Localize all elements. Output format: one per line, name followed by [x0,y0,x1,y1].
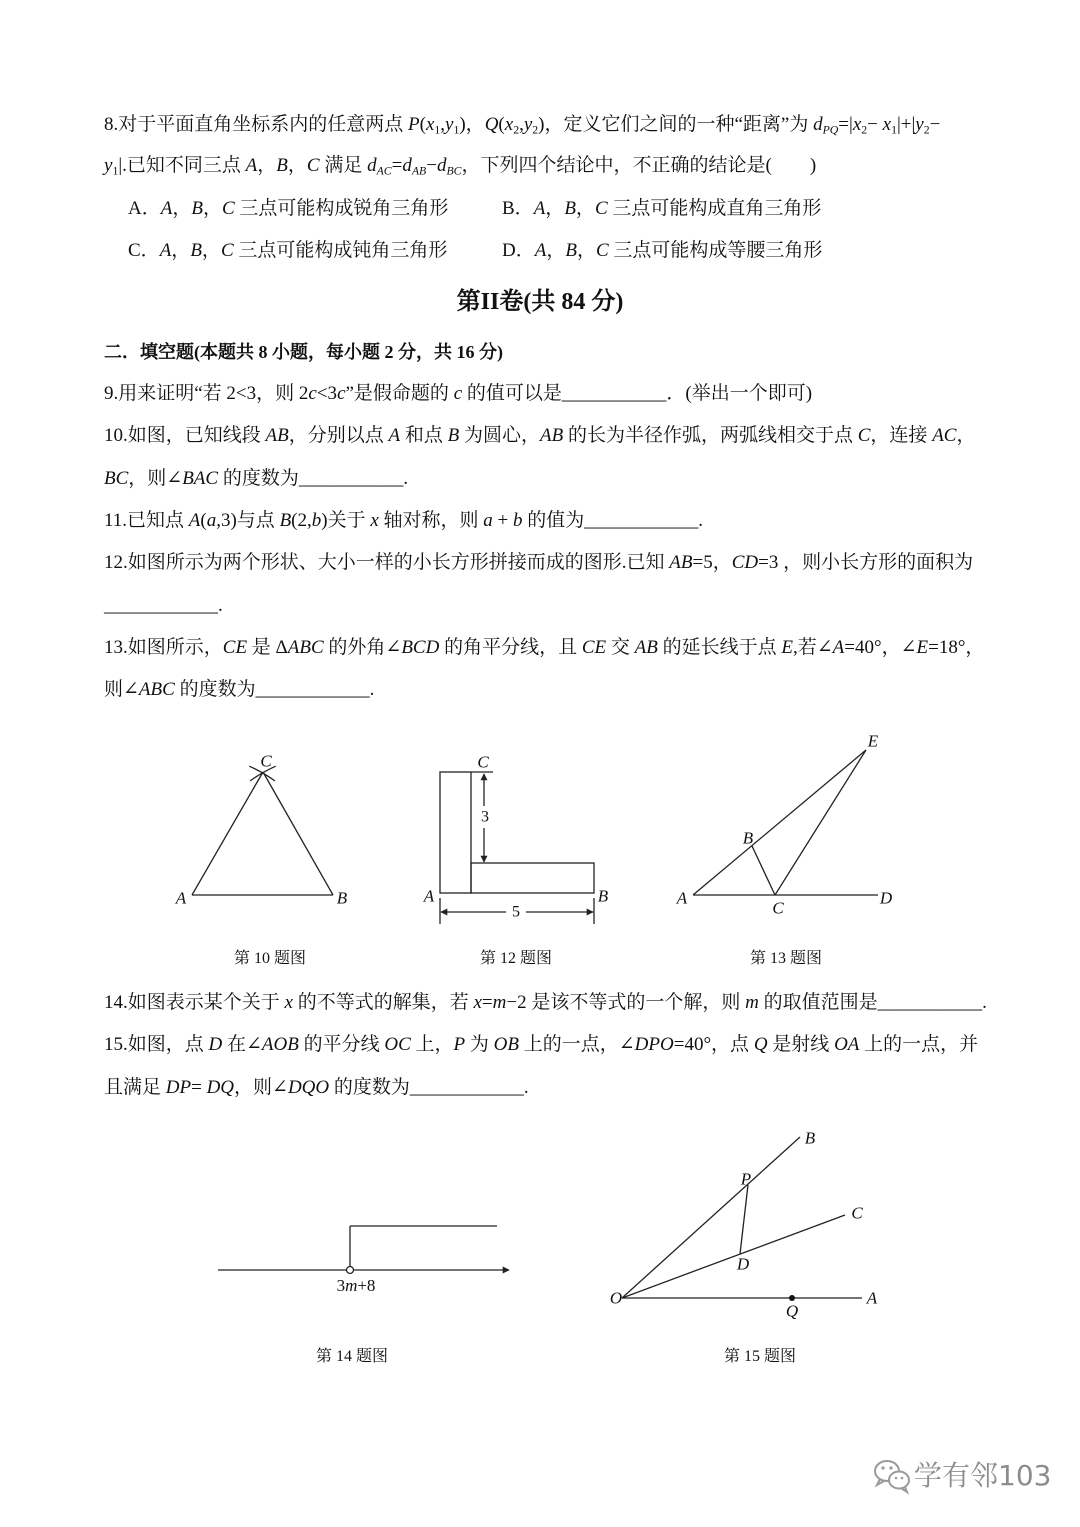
text-run: 的角平分线，且 [439,637,582,658]
text-run: ，下列四个结论中，不正确的结论是( ) [461,155,817,176]
subscript-run: BC [446,164,462,178]
segment-ae [693,750,866,895]
text-run: OB [493,1034,519,1055]
text-run: c [337,383,346,404]
text-run: AB [540,425,564,446]
text-run: DPO [634,1034,674,1055]
text-run: = [391,155,403,176]
figure-14-diagram [218,1226,509,1274]
text-run: AB [634,637,658,658]
point-label-a: A [175,888,187,908]
text-run: d [436,155,447,176]
text-run: y [104,155,113,176]
subscript-run: AC [376,164,392,178]
text-run: 三点可能构成锐角三角形 [234,198,449,219]
text-run: 8.对于平面直角坐标系内的任意两点 [104,114,409,135]
text-run: C [220,240,234,261]
text-run: 的延长线于点 [657,637,782,658]
text-run: − [867,114,883,135]
text-run: DQO [287,1077,330,1098]
text-run: ,若∠ [792,637,833,658]
text-run: 三点可能构成钝角三角形 [233,240,448,261]
point-label-c: C [772,898,784,918]
text-run: ABC [287,637,324,658]
subscript-run: AB [411,164,427,178]
text-run: , [519,114,524,135]
text-run: CE [222,637,248,658]
text-run: ，分别以点 [288,425,389,446]
figure-12-diagram [440,772,594,924]
text-run: 的取值范围是___________. [758,992,987,1013]
text-run: B [447,425,460,446]
text-run: ____________. [104,595,223,616]
text-run: 的度数为____________. [174,679,375,700]
text-run: OA [834,1034,860,1055]
text-run: A [159,240,172,261]
text-run: A [388,425,401,446]
text-run: C [306,155,320,176]
text-run: m [492,992,507,1013]
text-run: 为圆心， [459,425,540,446]
text-run: B [276,155,288,176]
text-run: BC [104,468,129,489]
watermark-text: 学有邻103 [914,1459,1052,1492]
text-run: d [813,114,823,135]
text-run: d [402,155,412,176]
point-label-a: A [866,1288,878,1308]
text-run: 3 [336,1275,346,1295]
text-run: c [453,383,463,404]
text-run: ， [257,155,277,176]
text-run: 为 [465,1034,494,1055]
text-run: 的不等式的解集，若 [292,992,474,1013]
text-run: )， [459,114,485,135]
text-run: 和点 [400,425,448,446]
text-run: x [882,114,892,135]
text-run: 12.如图所示为两个形状、大小一样的小长方形拼接而成的图形.已知 [104,552,670,573]
text-run: = [481,992,493,1013]
text-run: 10.如图，已知线段 [104,425,266,446]
text-run: 上的一点，并 [859,1034,979,1055]
text-run: 上的一点，∠ [519,1034,635,1055]
text-run: A [188,510,201,531]
text-run: ， [575,198,595,219]
text-run: ， [956,425,976,446]
point-label-c: C [477,752,489,772]
text-run: =40°，∠ [844,637,917,658]
figure-12-labels [423,753,609,921]
text-run: 11.已知点 [104,510,189,531]
text-run: m [345,1275,358,1295]
text-run: 是 Δ [247,637,288,658]
text-run: 轴对称，则 [378,510,484,531]
text-run: , [440,114,446,135]
point-label-b: B [336,888,348,908]
text-run: =| [838,114,853,135]
ray-oc [622,1215,845,1298]
text-run: D [208,1034,223,1055]
text-run: CE [581,637,607,658]
figure-14-caption: 第 14 题图 [315,1348,388,1365]
figure-10-diagram [192,766,333,895]
text-run: ，则∠ [234,1077,288,1098]
dimension-label-horizontal: 5 [512,903,520,921]
text-run: P [453,1034,466,1055]
point-label-q: Q [785,1301,799,1321]
text-run: C． [128,240,160,261]
text-run: x [425,114,435,135]
text-run: CD [731,552,759,573]
point-label-c: C [851,1203,863,1223]
text-run: m [745,992,759,1013]
text-run: 三点可能构成直角三角形 [607,198,822,219]
point-label-e: E [867,731,879,751]
subscript-run: PQ [822,123,839,137]
figure-15-caption: 第 15 题图 [723,1348,796,1365]
text-run: a [483,510,493,531]
text-run: B [279,510,292,531]
text-run: A [160,198,173,219]
text-run: Q [753,1034,768,1055]
text-run: x [504,114,514,135]
text-run: x [852,114,862,135]
segment-ce [775,750,866,895]
text-run: a [206,510,217,531]
point-label-a: A [423,886,435,906]
text-run: |+| [896,114,916,135]
text-run: A． [128,198,161,219]
text-run: )，定义它们之间的一种“距离”为 [538,114,814,135]
subscript-run: 2 [923,123,930,137]
text-run: 的度数为___________. [218,468,409,489]
subscript-run: 2 [861,123,868,137]
text-run: = [191,1077,207,1098]
text-run: A [534,240,547,261]
text-run: ， [172,198,192,219]
open-endpoint [347,1267,354,1274]
text-run: 9.用来证明“若 2<3，则 2 [104,383,309,404]
text-run: 在∠ [222,1034,262,1055]
text-run: ， [545,198,565,219]
dimension-label-vertical: 3 [481,808,489,826]
text-run: 的平分线 [298,1034,385,1055]
subscript-run: 1 [112,164,119,178]
text-run: A [533,198,546,219]
point-label-o: O [609,1288,623,1308]
point-q-dot [789,1295,795,1301]
text-run: C [594,198,608,219]
text-run: + [492,510,513,531]
text-run: D． [502,240,535,261]
text-run: (2, [291,510,312,531]
text-run: B [564,198,576,219]
point-label-b: B [742,828,754,848]
ray-ob [622,1137,800,1298]
text-run: b [513,510,523,531]
text-run: x [370,510,379,531]
point-label-d: D [736,1254,750,1274]
text-run: B [190,240,202,261]
point-label-a: A [676,888,688,908]
subscript-run: 1 [434,123,441,137]
text-run: ( [419,114,426,135]
subscript-run: 2 [532,123,539,137]
text-run: ( [498,114,505,135]
vertical-rectangle [440,772,471,893]
text-run: C [857,425,871,446]
text-run: ， [546,240,566,261]
text-run: b [311,510,322,531]
text-run: ，连接 [870,425,933,446]
text-run: C [595,240,609,261]
point-label-c: C [260,751,272,771]
text-run: c [308,383,317,404]
text-run: ( [200,510,207,531]
text-run: ABC [138,679,175,700]
text-run: 是射线 [767,1034,835,1055]
text-run: OC [384,1034,411,1055]
text-run: BAC [182,468,219,489]
text-run: AB [669,552,693,573]
text-run: B [565,240,577,261]
wechat-icon [875,1461,909,1492]
text-run: ， [171,240,191,261]
text-run: x [473,992,482,1013]
text-run: 的度数为____________. [329,1077,529,1098]
text-run: ， [202,198,222,219]
segment-bc [263,772,333,895]
text-run: 则∠ [104,679,139,700]
text-run: 的长为半径作弧，两弧线相交于点 [563,425,858,446]
text-run: −2 是该不等式的一个解，则 [506,992,746,1013]
figure-13-caption: 第 13 题图 [749,950,822,967]
text-run: 的外角∠ [323,637,402,658]
text-run: 交 [606,637,635,658]
text-run: d [367,155,377,176]
text-run: A [832,637,845,658]
text-run: DP [165,1077,192,1098]
text-run: |.已知不同三点 [118,155,246,176]
text-run: ,3)与点 [216,510,280,531]
text-run: 且满足 [104,1077,166,1098]
figure-12-caption: 第 12 题图 [479,950,552,967]
text-run: 上， [410,1034,454,1055]
text-run: ”是假命题的 [345,383,454,404]
text-run: − [426,155,437,176]
text-run: Q [484,114,499,135]
segment-pd [740,1185,748,1254]
point-label-p: P [740,1169,752,1189]
text-run: AB [265,425,289,446]
text-run: ， [287,155,307,176]
text-run: ， [201,240,221,261]
figure-13-diagram [693,750,878,895]
text-run: =5， [692,552,732,573]
text-run: B [191,198,203,219]
text-run: BCD [401,637,440,658]
text-run: x [284,992,293,1013]
segment-bc [752,846,775,895]
point-label-d: D [879,888,893,908]
subscript-run: 1 [891,123,897,137]
text-run: y [523,114,533,135]
horizontal-rectangle [471,863,594,893]
text-run: y [915,114,924,135]
subscript-run: 2 [513,123,520,137]
figure-15-diagram [622,1137,862,1301]
text-run: − [929,114,941,135]
text-run: C [221,198,235,219]
point-label-b: B [804,1128,816,1148]
figure-10-caption: 第 10 题图 [233,950,306,967]
text-run: AC [932,425,957,446]
point-label-b: B [597,886,609,906]
text-run: 14.如图表示某个关于 [104,992,285,1013]
text-run: 15.如图，点 [104,1034,209,1055]
text-run: =40°，点 [673,1034,754,1055]
text-run: B． [502,198,534,219]
text-run: y [445,114,454,135]
subscript-run: 1 [453,123,460,137]
text-run: 13.如图所示， [104,637,223,658]
text-run: 的值可以是___________．(举出一个即可) [462,383,813,404]
text-run: 的值为____________. [522,510,704,531]
text-run: =18°， [928,637,985,658]
text-run: ，则∠ [128,468,183,489]
text-run: 三点可能构成等腰三角形 [608,240,823,261]
fill-in-section-heading: 二．填空题(本题共 8 小题，每小题 2 分，共 16 分) [104,342,503,362]
text-run: ， [576,240,596,261]
text-run: =3 ，则小长方形的面积为 [758,552,974,573]
text-run: E [916,637,929,658]
segment-ac [192,772,263,895]
part-2-title: 第II卷(共 84 分) [456,289,624,315]
text-run: <3 [316,383,338,404]
text-run: )关于 [321,510,371,531]
endpoint-label [337,1276,376,1295]
text-run: P [408,114,420,135]
text-run: 满足 [319,155,368,176]
text-run: E [781,637,793,658]
text-run: +8 [357,1275,376,1295]
text-run: A [245,155,258,176]
text-run: DQ [206,1077,235,1098]
text-run: AOB [261,1034,299,1055]
